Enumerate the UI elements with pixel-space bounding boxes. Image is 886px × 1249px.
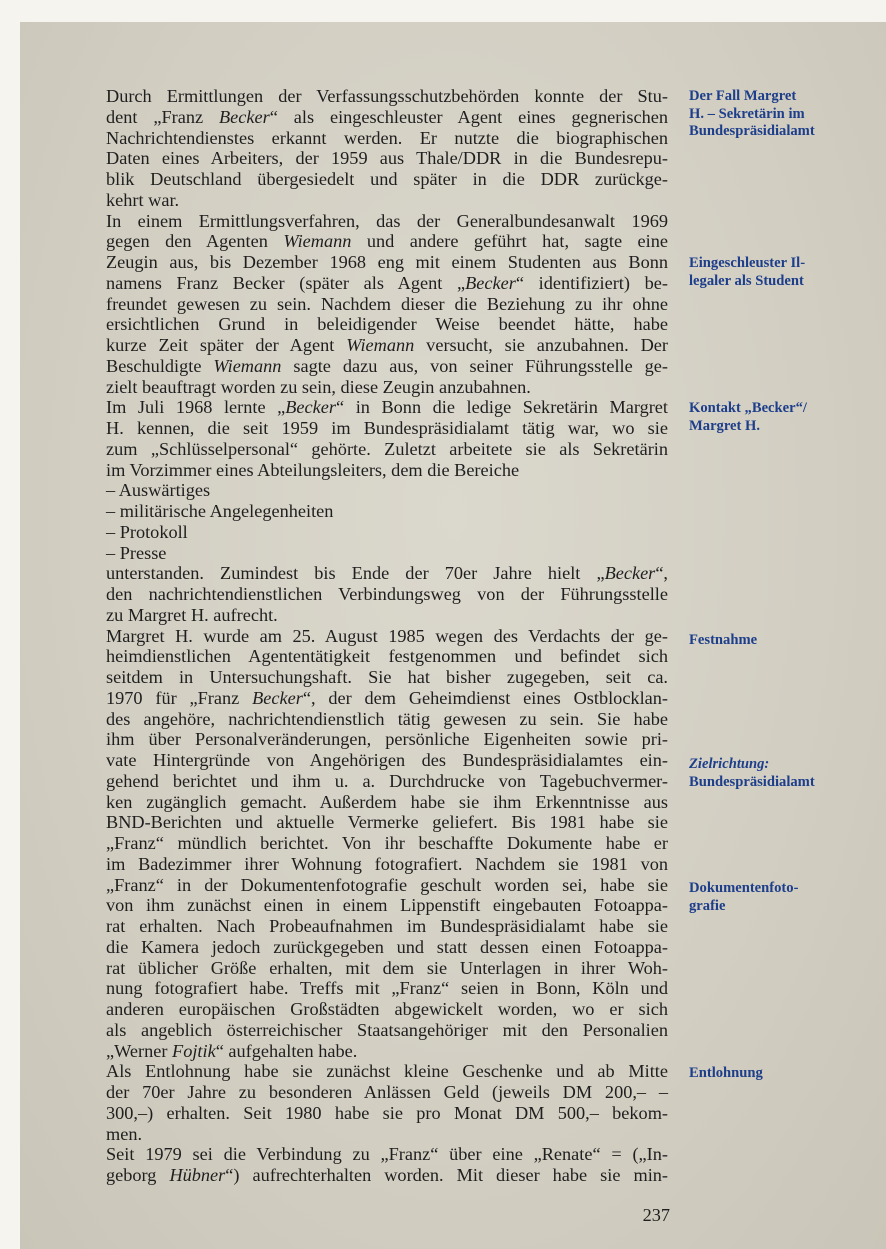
- text-line: den nachrichtendienstlichen Verbindungsweg von der Führungsstelle: [106, 584, 668, 604]
- text-line: im Badezimmer ihrer Wohnung fotografiert. Nachdem sie 1981 von: [106, 853, 668, 874]
- margin-note-payment: Entlohnung: [689, 1065, 763, 1081]
- text-line: heimdienstlichen Agententätigkeit festgenommen und befindet sich: [106, 646, 668, 667]
- text-line: men.: [106, 1123, 143, 1144]
- paragraph-6: [106, 1144, 668, 1186]
- text-line: In einem Ermittlungsverfahren, das der Generalbundesanwalt 1969: [106, 210, 668, 231]
- text-line: nung fotografiert habe. Treffs mit „Franz“ seien in Bonn, Köln und: [106, 978, 668, 999]
- margin-note-target: Zielrichtung: Bundespräsidialamt: [689, 756, 815, 790]
- text-line: Margret H. wurde am 25. August 1985 wegen des Verdachts der ge-: [106, 625, 668, 646]
- margin-note-illegal-student: Eingeschleuster Il- legaler als Student: [689, 255, 806, 289]
- paragraph-4: [106, 626, 668, 1062]
- text-line: kurze Zeit später der Agent Wiemann versucht, sie anzubahnen. Der: [106, 335, 668, 355]
- paragraph-3: [106, 397, 668, 480]
- text-line: die Kamera jedoch zurückgegeben und statt dessen einen Fotoappa-: [106, 936, 668, 957]
- text-line: rat üblicher Größe erhalten, mit dem sie Unterlagen in ihrer Woh-: [106, 957, 668, 978]
- text-line: ersichtlichen Grund in beleidigender Weise beendet hätte, habe: [106, 314, 668, 335]
- text-line: „Franz“ mündlich berichtet. Von ihr beschaffte Dokumente habe er: [106, 833, 668, 853]
- text-line: ihm über Personalveränderungen, persönliche Eigenheiten sowie pri-: [106, 729, 668, 750]
- body-text: [106, 86, 668, 1186]
- text-line: namens Franz Becker (später als Agent „Becker“ identifiziert) be-: [106, 272, 668, 293]
- list-item: – militärische Angelegenheiten: [106, 501, 334, 521]
- text-line: Beschuldigte Wiemann sagte dazu aus, von seiner Führungsstelle ge-: [106, 355, 668, 376]
- margin-note-document-photography: Dokumentenfoto- grafie: [689, 880, 799, 914]
- text-line: Zeugin aus, bis Dezember 1968 eng mit einem Studenten aus Bonn: [106, 252, 668, 272]
- text-line: „Werner Fojtik“ aufgehalten habe.: [106, 1040, 358, 1061]
- text-line: Seit 1979 sei die Verbindung zu „Franz“ über eine „Renate“ = („In-: [106, 1144, 668, 1165]
- paragraph-1: [106, 86, 668, 211]
- text-line: als angeblich österreichischer Staatsangehöriger mit den Personalien: [106, 1019, 668, 1040]
- text-line: im Vorzimmer eines Abteilungsleiters, dem die Bereiche: [106, 459, 520, 480]
- text-line: unterstanden. Zumindest bis Ende der 70er Jahre hielt „Becker“,: [106, 563, 668, 584]
- text-line: Durch Ermittlungen der Verfassungsschutzbehörden konnte der Stu-: [106, 86, 668, 106]
- text-line: geborg Hübner“) aufrechterhalten worden. Mit dieser habe sie min-: [106, 1165, 668, 1185]
- text-line: freundet gewesen zu sein. Nachdem dieser die Beziehung zu ihr ohne: [106, 293, 668, 314]
- text-line: „Franz“ in der Dokumentenfotografie geschult worden sei, habe sie: [106, 874, 668, 895]
- text-line: seitdem in Untersuchungshaft. Sie hat bisher zugegeben, seit ca.: [106, 667, 668, 687]
- department-list: [106, 480, 668, 563]
- text-line: von ihm zunächst einen in einem Lippenstift eingebauten Fotoappa-: [106, 895, 668, 916]
- text-line: rat erhalten. Nach Probeaufnahmen im Bundespräsidialamt habe sie: [106, 916, 668, 936]
- list-item: – Presse: [106, 542, 167, 563]
- text-line: zum „Schlüsselpersonal“ gehörte. Zuletzt arbeitete sie als Sekretärin: [106, 438, 668, 459]
- text-line: Als Entlohnung habe sie zunächst kleine Geschenke und ab Mitte: [106, 1061, 668, 1082]
- text-line: ken zugänglich gemacht. Außerdem habe sie ihm Erkenntnisse aus: [106, 791, 668, 812]
- text-line: vate Hintergründe von Angehörigen des Bundespräsidialamtes ein-: [106, 750, 668, 770]
- text-line: 1970 für „Franz Becker“, der dem Geheimdienst eines Ostblocklan-: [106, 687, 668, 708]
- text-line: gehend berichtet und ihm u. a. Durchdrucke von Tagebuchvermer-: [106, 770, 668, 791]
- text-line: H. kennen, die seit 1959 im Bundespräsidialamt tätig war, wo sie: [106, 418, 668, 438]
- text-line: des angehöre, nachrichtendienstlich tätig gewesen zu sein. Sie habe: [106, 708, 668, 729]
- margin-note-arrest: Festnahme: [689, 632, 758, 648]
- text-line: der 70er Jahre zu besonderen Anlässen Geld (jeweils DM 200,– –: [106, 1082, 668, 1102]
- margin-note-case: Der Fall Margret H. – Sekretärin im Bundespräsidialamt: [689, 88, 815, 139]
- text-line: anderen europäischen Großstädten abgewickelt worden, wo er sich: [106, 999, 668, 1019]
- text-line: 300,–) erhalten. Seit 1980 habe sie pro Monat DM 500,– bekom-: [106, 1102, 668, 1123]
- text-line: zu Margret H. aufrecht.: [106, 604, 278, 625]
- text-line: zielt beauftragt worden zu sein, diese Zeugin anzubahnen.: [106, 376, 531, 397]
- margin-note-contact: Kontakt „Becker“/ Margret H.: [689, 400, 807, 434]
- text-line: Daten eines Arbeiters, der 1959 aus Thale/DDR in die Bundesrepu-: [106, 148, 668, 169]
- page-number: 237: [642, 1205, 670, 1225]
- list-item: – Auswärtiges: [106, 480, 211, 501]
- text-line: kehrt war.: [106, 189, 180, 210]
- paragraph-5: [106, 1061, 668, 1144]
- text-line: Im Juli 1968 lernte „Becker“ in Bonn die ledige Sekretärin Margret: [106, 397, 669, 418]
- list-item: – Protokoll: [106, 521, 188, 542]
- text-line: dent „Franz Becker“ als eingeschleuster Agent eines gegnerischen: [106, 106, 668, 127]
- paragraph-3-continued: [106, 563, 668, 625]
- paragraph-2: [106, 211, 668, 398]
- text-line: blik Deutschland übergesiedelt und später in die DDR zurückge-: [106, 169, 668, 189]
- text-line: Nachrichtendienstes erkannt werden. Er nutzte die biographischen: [106, 127, 668, 148]
- text-line: gegen den Agenten Wiemann und andere geführt hat, sagte eine: [106, 231, 668, 252]
- text-line: BND-Berichten und aktuelle Vermerke geliefert. Bis 1981 habe sie: [106, 812, 668, 833]
